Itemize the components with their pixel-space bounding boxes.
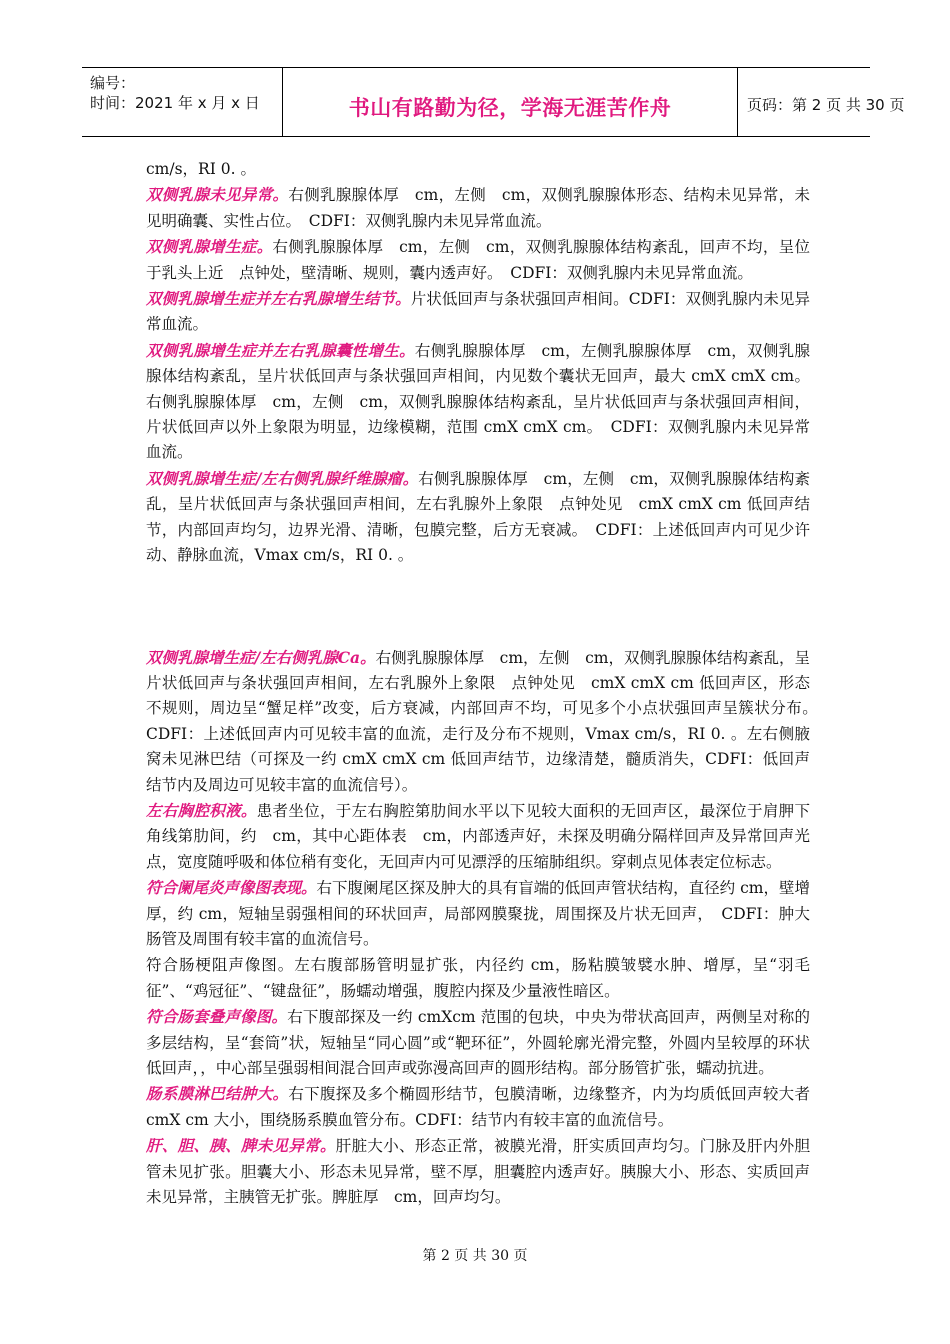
paragraph: [146, 1133, 810, 1210]
paragraph-body: 患者坐位，于左右胸腔第肋间水平以下见较大面积的无回声区，最深位于肩胛下角线第肋间，约 cm，其中心距体表 cm，内部透声好，未探及明确分隔样回声及异常回声光点，宽度随呼吸和体位稍有变化，无回声内可见漂浮的压缩肺组织。穿刺点见体表定位标志。: [146, 801, 810, 871]
document-number-label: 编号：: [90, 74, 136, 92]
paragraph-title: 双侧乳腺增生症并左右乳腺囊性增生。: [146, 340, 415, 360]
paragraph: [146, 182, 810, 234]
paragraph-title: 符合阑尾炎声像图表现。: [146, 878, 317, 898]
document-body: [146, 157, 826, 1210]
section-spacer: [146, 569, 810, 645]
intro-line: cm/s，RI 0. 。: [146, 160, 256, 178]
paragraph-body: 片状低回声与条状强回声相间。CDFI：双侧乳腺内未见异常血流。: [146, 290, 810, 334]
paragraph-title: 左右胸腔积液。: [146, 800, 257, 820]
header-meta: [82, 68, 282, 136]
paragraph-body: 右侧乳腺腺体厚 cm，左侧乳腺腺体厚 cm，双侧乳腺腺体结构紊乱，呈片状低回声与条状强回声相间，内见数个囊状无回声，最大 cmX cmX cm。右侧乳腺腺体厚 cm，左侧 cm，双侧乳腺腺体结构紊乱，呈片状低回声与条状强回声相间，片状低回声以外上象限为明显，边缘模糊，范围 cmX cmX cm。 CDFI：双侧乳腺内未见异常血流。: [146, 341, 810, 462]
paragraph-body: 右侧乳腺腺体厚 cm，左侧 cm，双侧乳腺腺体结构紊乱，呈片状低回声与条状强回声相间，左右乳腺外上象限 点钟处见 cmX cmX cm 低回声区，形态不规则，周边呈“蟹足样”改变，后方衰减，内部回声不均，可见多个小点状强回声呈簇状分布。 CDFI：上述低回声内可见较丰富的血流，走行及分布不规则，Vmax cm/s，RI 0. 。左右侧腋窝未见淋巴结（可探及一约 cmX cmX cm 低回声结节，边缘清楚，髓质消失，CDFI：低回声结节内及周边可见较丰富的血流信号）。: [146, 648, 826, 794]
paragraph-body: 右下腹部探及一约 cmXcm 范围的包块，中央为带状高回声，两侧呈对称的多层结构，呈“套筒”状，短轴呈“同心圆”或“靶环征”，外圆轮廓光滑完整，外圆内呈较厚的环状低回声，，中心部呈强弱相间混合回声或弥漫高回声的圆形结构。部分肠管扩张，蠕动抗进。: [146, 1008, 810, 1077]
page-footer: 第 2 页 共 30 页: [422, 1248, 528, 1264]
paragraph: [146, 1081, 810, 1133]
header-page-cell: [737, 68, 905, 136]
paragraph: [146, 234, 810, 286]
paragraph-title: 肝、胆、胰、脾未见异常。: [146, 1136, 336, 1156]
section-before: [146, 182, 810, 568]
paragraph: [146, 875, 810, 952]
paragraph: [146, 466, 810, 569]
section-after: [146, 645, 826, 1211]
paragraph-body: 符合肠梗阻声像图。左右腹部肠管明显扩张，内径约 cm，肠粘膜皱襞水肿、增厚，呈“羽毛征”、“鸡冠征”、“键盘征”，肠蠕动增强，腹腔内探及少量液性暗区。: [146, 956, 810, 1000]
paragraph-title: 肠系膜淋巴结肿大。: [146, 1084, 289, 1104]
paragraph-body: 右下腹阑尾区探及肿大的具有盲端的低回声管状结构，直径约 cm，壁增厚，约 cm，短轴呈弱强相间的环状回声，局部网膜聚拢，周围探及片状无回声， CDFI：肿大肠管及周围有较丰富的血流信号。: [146, 879, 810, 948]
paragraph-body: 右下腹探及多个椭圆形结节，包膜清晰，边缘整齐，内为均质低回声较大者 cmX cm 大小，围绕肠系膜血管分布。CDFI：结节内有较丰富的血流信号。: [146, 1085, 810, 1129]
paragraph: [146, 1004, 810, 1081]
paragraph-title: 双侧乳腺增生症/左右侧乳腺纤维腺瘤。: [146, 468, 419, 488]
paragraph: [146, 286, 810, 338]
paragraph: [146, 952, 810, 1004]
paragraph-body: 右侧乳腺腺体厚 cm，左侧 cm，双侧乳腺腺体结构紊乱，回声不均，呈位于乳头上近 点钟处，壁清晰、规则，囊内透声好。 CDFI：双侧乳腺内未见异常血流。: [146, 238, 810, 282]
header-motto-cell: [282, 68, 738, 136]
paragraph: [146, 338, 810, 466]
paragraph-body: 右侧乳腺腺体厚 cm，左侧 cm，双侧乳腺腺体形态、结构未见异常，未见明确囊、实性占位。 CDFI：双侧乳腺内未见异常血流。: [146, 186, 810, 230]
document-date: 时间：2021 年 x 月 x 日: [90, 94, 260, 112]
paragraph-title: 双侧乳腺未见异常。: [146, 185, 289, 205]
paragraph: [146, 798, 810, 875]
paragraph-title: 双侧乳腺增生症。: [146, 237, 273, 257]
paragraph-title: 双侧乳腺增生症/左右侧乳腺Ca。: [146, 647, 376, 667]
paragraph-body: 右侧乳腺腺体厚 cm，左侧 cm，双侧乳腺腺体结构紊乱，呈片状低回声与条状强回声相间，左右乳腺外上象限 点钟处见 cmX cmX cm 低回声结节，内部回声均匀，边界光滑、清晰，包膜完整，后方无衰减。 CDFI：上述低回声内可见少许动、静脉血流，Vmax cm/s，RI 0. 。: [146, 469, 810, 565]
header-motto: 书山有路勤为径，学海无涯苦作舟: [348, 96, 672, 120]
paragraph: [146, 645, 826, 798]
paragraph-body: 肝脏大小、形态正常，被膜光滑，肝实质回声均匀。门脉及肝内外胆管未见扩张。胆囊大小、形态未见异常，壁不厚，胆囊腔内透声好。胰腺大小、形态、实质回声未见异常，主胰管无扩张。脾脏厚 cm，回声均匀。: [146, 1137, 810, 1207]
page-header: [82, 67, 905, 137]
paragraph-title: 双侧乳腺增生症并左右乳腺增生结节。: [146, 289, 411, 309]
header-page-info: 页码：第 2 页 共 30 页: [747, 96, 905, 114]
paragraph-title: 符合肠套叠声像图。: [146, 1007, 288, 1027]
